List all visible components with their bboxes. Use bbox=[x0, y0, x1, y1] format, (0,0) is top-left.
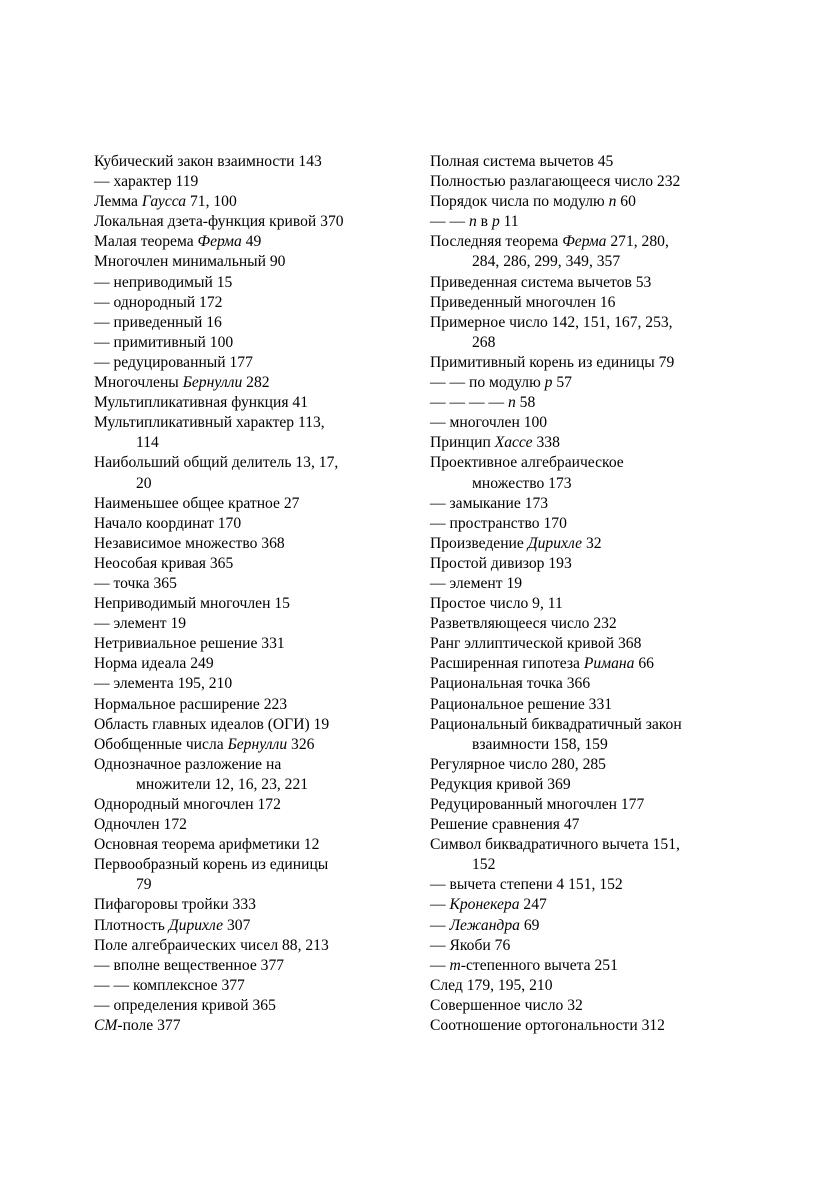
index-entry bbox=[430, 353, 730, 373]
index-entry bbox=[430, 212, 730, 232]
index-entry bbox=[94, 895, 424, 915]
index-entry bbox=[430, 313, 730, 333]
index-entry-text: Полностью разлагающееся число 232 bbox=[430, 173, 681, 191]
index-entry bbox=[94, 674, 424, 694]
index-entry-text: Рациональная точка 366 bbox=[430, 675, 591, 693]
index-entry-text: 284, 286, 299, 349, 357 bbox=[472, 253, 621, 271]
index-entry-text: 32 bbox=[582, 534, 602, 552]
index-entry-text: — Якоби 76 bbox=[430, 936, 511, 954]
index-entry bbox=[94, 614, 424, 634]
index-entry bbox=[94, 855, 424, 875]
index-entry-text: 268 bbox=[472, 333, 496, 351]
index-entry-text: — вычета степени 4 151, 152 bbox=[430, 876, 623, 894]
index-entry bbox=[94, 534, 424, 554]
index-entry-text: Пифагоровы тройки 333 bbox=[94, 896, 256, 914]
index-entry bbox=[94, 755, 424, 775]
index-entry-text: множество 173 bbox=[472, 474, 572, 492]
index-entry bbox=[94, 333, 424, 353]
index-entry-text: Символ биквадратичного вычета 151, bbox=[430, 836, 680, 854]
index-entry bbox=[94, 835, 424, 855]
index-entry-text: Многочлен минимальный 90 bbox=[94, 253, 286, 271]
index-entry-text: — — по модулю bbox=[430, 374, 545, 392]
index-entry-italic-text: Бернулли bbox=[227, 735, 288, 753]
index-entry bbox=[430, 172, 730, 192]
index-entry bbox=[430, 293, 730, 313]
index-entry bbox=[430, 373, 730, 393]
index-entry-text: Расширенная гипотеза bbox=[430, 655, 584, 673]
index-entry-italic-text: m bbox=[449, 956, 461, 974]
index-entry bbox=[94, 313, 424, 333]
index-entry bbox=[94, 433, 424, 453]
index-entry bbox=[94, 192, 424, 212]
index-entry-text: Последняя теорема bbox=[430, 233, 563, 251]
index-column-left bbox=[94, 152, 424, 1036]
index-entry bbox=[94, 293, 424, 313]
index-entry-text: Простое число 9, 11 bbox=[430, 595, 563, 613]
index-entry-text: Простой дивизор 193 bbox=[430, 554, 572, 572]
index-entry-text: — приведенный 16 bbox=[94, 313, 222, 331]
index-entry bbox=[430, 433, 730, 453]
index-entry bbox=[430, 474, 730, 494]
index-entry bbox=[94, 795, 424, 815]
index-entry-text: Редуцированный многочлен 177 bbox=[430, 796, 645, 813]
index-entry bbox=[430, 715, 730, 735]
index-entry bbox=[94, 976, 424, 996]
index-entry-text: 66 bbox=[634, 655, 654, 673]
index-entry-text: Кубический закон взаимности 143 bbox=[94, 153, 322, 170]
index-entry bbox=[430, 996, 730, 1016]
index-entry-text: 152 bbox=[472, 856, 496, 874]
index-entry-text: — — bbox=[430, 213, 469, 231]
index-entry bbox=[94, 393, 424, 413]
index-entry-text: — пространство 170 bbox=[430, 514, 567, 532]
index-entry-text: -степенного вычета 251 bbox=[460, 956, 618, 974]
index-entry-text: — примитивный 100 bbox=[94, 333, 234, 351]
index-entry-text: — элемент 19 bbox=[430, 574, 523, 592]
index-entry-italic-text: Римана bbox=[583, 655, 635, 673]
index-entry bbox=[430, 936, 730, 956]
index-entry-text: — элемент 19 bbox=[94, 615, 187, 633]
index-entry-text: Рациональное решение 331 bbox=[430, 695, 613, 713]
index-entry-text: 326 bbox=[287, 735, 315, 753]
index-entry-text: 307 bbox=[223, 916, 251, 934]
index-entry bbox=[430, 574, 730, 594]
index-entry-text: взаимности 158, 159 bbox=[472, 735, 608, 753]
index-entry bbox=[430, 232, 730, 252]
index-entry-text: Норма идеала 249 bbox=[94, 655, 214, 673]
index-entry-text: 338 bbox=[532, 434, 560, 452]
index-entry-text: Локальная дзета-функция кривой 370 bbox=[94, 213, 344, 231]
index-entry bbox=[430, 755, 730, 775]
index-entry-italic-text: Гаусса bbox=[141, 193, 187, 211]
index-entry bbox=[94, 252, 424, 272]
index-entry bbox=[430, 594, 730, 614]
index-entry-italic-text: p bbox=[491, 213, 500, 231]
index-entry-italic-text: Хассе bbox=[494, 434, 533, 452]
index-entry-text: Разветвляющееся число 232 bbox=[430, 615, 617, 633]
index-entry-italic-text: n bbox=[608, 193, 617, 211]
index-entry-text: — — — — bbox=[430, 394, 508, 412]
index-entry-text: 58 bbox=[515, 394, 536, 412]
index-entry-text: Проективное алгебраическое bbox=[430, 454, 624, 472]
index-entry-text: 247 bbox=[519, 896, 547, 914]
index-entry bbox=[94, 413, 424, 433]
index-entry-italic-text: Бернулли bbox=[182, 374, 243, 392]
index-entry bbox=[430, 815, 730, 835]
index-entry bbox=[94, 1016, 424, 1036]
index-entry-text: Порядок числа по модулю bbox=[430, 193, 609, 211]
index-entry-text: Область главных идеалов (ОГИ) 19 bbox=[94, 715, 330, 733]
index-entry-text: -поле 377 bbox=[117, 1017, 181, 1035]
index-entry bbox=[94, 514, 424, 534]
index-entry-text: Основная теорема арифметики 12 bbox=[94, 836, 320, 854]
index-entry-text: — характер 119 bbox=[94, 173, 199, 191]
index-entry-text: Малая теорема bbox=[94, 233, 198, 251]
index-entry bbox=[430, 333, 730, 353]
index-entry bbox=[94, 273, 424, 293]
index-entry bbox=[94, 695, 424, 715]
index-entry-text: Нормальное расширение 223 bbox=[94, 695, 288, 713]
index-entry bbox=[94, 735, 424, 755]
index-entry bbox=[430, 514, 730, 534]
index-entry-italic-text: Кронекера bbox=[449, 896, 520, 914]
index-entry bbox=[94, 212, 424, 232]
index-entry-text: Совершенное число 32 bbox=[430, 996, 583, 1014]
index-entry bbox=[94, 815, 424, 835]
index-entry bbox=[430, 674, 730, 694]
index-entry bbox=[430, 152, 730, 172]
index-entry bbox=[94, 453, 424, 473]
index-entry-text: Регулярное число 280, 285 bbox=[430, 755, 606, 773]
index-entry-text: Принцип bbox=[430, 434, 495, 452]
index-entry-text: Приведенный многочлен 16 bbox=[430, 293, 616, 311]
index-entry bbox=[430, 393, 730, 413]
index-entry bbox=[430, 916, 730, 936]
index-entry bbox=[94, 232, 424, 252]
index-entry bbox=[94, 715, 424, 735]
index-entry-italic-text: Ферма bbox=[562, 233, 607, 251]
index-entry bbox=[94, 494, 424, 514]
index-entry bbox=[430, 875, 730, 895]
index-entry-text: 20 bbox=[136, 474, 152, 492]
index-entry-text: 11 bbox=[499, 213, 519, 231]
index-entry-text: — редуцированный 177 bbox=[94, 353, 253, 371]
index-entry bbox=[430, 895, 730, 915]
index-entry bbox=[430, 695, 730, 715]
index-entry-text: — определения кривой 365 bbox=[94, 996, 276, 1014]
index-entry-text: — неприводимый 15 bbox=[94, 273, 233, 291]
index-entry bbox=[94, 474, 424, 494]
index-entry-italic-text: Ферма bbox=[197, 233, 242, 251]
index-entry-text: множители 12, 16, 23, 221 bbox=[136, 775, 309, 793]
index-column-right bbox=[430, 152, 730, 1036]
index-entry bbox=[430, 554, 730, 574]
index-entry bbox=[430, 835, 730, 855]
index-entry bbox=[430, 855, 730, 875]
index-entry-text: Неособая кривая 365 bbox=[94, 554, 234, 572]
index-entry-text: Соотношение ортогональности 312 bbox=[430, 1017, 665, 1035]
index-entry-italic-text: Лежандра bbox=[449, 916, 520, 934]
index-entry bbox=[430, 413, 730, 433]
index-entry-text: Приведенная система вычетов 53 bbox=[430, 273, 652, 291]
index-entry-text: — однородный 172 bbox=[94, 293, 223, 311]
index-entry-text: 79 bbox=[136, 876, 152, 894]
index-entry bbox=[430, 534, 730, 554]
index-entry-text: — замыкание 173 bbox=[430, 494, 549, 512]
index-entry-text: Нетривиальное решение 331 bbox=[94, 635, 285, 653]
index-entry-text: Независимое множество 368 bbox=[94, 534, 285, 552]
index-entry-text: — элемента 195, 210 bbox=[94, 675, 233, 693]
index-entry bbox=[430, 252, 730, 272]
index-entry bbox=[430, 654, 730, 674]
index-entry bbox=[94, 936, 424, 956]
index-entry bbox=[430, 976, 730, 996]
index-entry-text: Мультипликативная функция 41 bbox=[94, 394, 309, 412]
index-entry bbox=[94, 875, 424, 895]
index-entry bbox=[430, 634, 730, 654]
index-entry-text: Однородный многочлен 172 bbox=[94, 796, 281, 813]
index-entry-text: Произведение bbox=[430, 534, 528, 552]
index-entry-text: Наименьшее общее кратное 27 bbox=[94, 494, 300, 512]
index-entry bbox=[94, 373, 424, 393]
index-entry-text: 114 bbox=[136, 434, 159, 452]
index-entry-text: Обобщенные числа bbox=[94, 735, 228, 753]
index-entry-text: — — комплексное 377 bbox=[94, 976, 245, 994]
index-entry bbox=[94, 574, 424, 594]
index-entry bbox=[94, 152, 424, 172]
index-entry-text: в bbox=[476, 213, 492, 231]
index-entry bbox=[430, 494, 730, 514]
index-entry bbox=[94, 634, 424, 654]
index-entry-text: След 179, 195, 210 bbox=[430, 976, 553, 994]
index-entry bbox=[94, 916, 424, 936]
index-entry-text: Плотность bbox=[94, 916, 169, 934]
index-entry-text: Решение сравнения 47 bbox=[430, 816, 580, 834]
index-entry bbox=[430, 956, 730, 976]
index-entry-text: 69 bbox=[519, 916, 540, 934]
index-entry-text: 57 bbox=[552, 374, 572, 392]
index-entry-text: Рациональный биквадратичный закон bbox=[430, 715, 682, 733]
index-entry-text: Примитивный корень из единицы 79 bbox=[430, 353, 675, 371]
index-entry-text: 49 bbox=[241, 233, 262, 251]
index-entry-text: Примерное число 142, 151, 167, 253, bbox=[430, 313, 673, 331]
index-entry-italic-text: Дирихле bbox=[527, 534, 583, 552]
index-entry bbox=[94, 775, 424, 795]
index-entry-text: Первообразный корень из единицы bbox=[94, 856, 329, 874]
index-entry bbox=[94, 996, 424, 1016]
index-entry-text: Однозначное разложение на bbox=[94, 755, 282, 773]
index-entry bbox=[94, 554, 424, 574]
index-entry bbox=[430, 614, 730, 634]
index-entry-italic-text: n bbox=[507, 394, 516, 412]
index-entry-text: 60 bbox=[616, 193, 636, 211]
index-entry bbox=[94, 172, 424, 192]
index-entry-text: Наибольший общий делитель 13, 17, bbox=[94, 454, 339, 472]
index-entry-text: Одночлен 172 bbox=[94, 816, 187, 834]
index-entry bbox=[94, 956, 424, 976]
index-entry bbox=[94, 654, 424, 674]
index-entry-text: — bbox=[430, 956, 450, 974]
index-entry bbox=[430, 453, 730, 473]
index-entry-text: — bbox=[430, 896, 450, 914]
index-entry bbox=[94, 353, 424, 373]
index-entry-text: Лемма bbox=[94, 193, 142, 211]
index-entry-text: 71, 100 bbox=[186, 193, 237, 211]
index-entry-text: Полная система вычетов 45 bbox=[430, 153, 614, 170]
index-entry bbox=[430, 735, 730, 755]
index-entry-text: Мультипликативный характер 113, bbox=[94, 414, 325, 432]
index-entry bbox=[430, 795, 730, 815]
index-entry-text: 282 bbox=[242, 374, 270, 392]
index-entry bbox=[94, 594, 424, 614]
index-entry-text: Неприводимый многочлен 15 bbox=[94, 595, 290, 613]
index-entry bbox=[430, 1016, 730, 1036]
index-entry-text: Поле алгебраических чисел 88, 213 bbox=[94, 936, 329, 954]
index-entry-italic-text: CM bbox=[94, 1017, 118, 1035]
index-entry-italic-text: Дирихле bbox=[168, 916, 224, 934]
index-entry-text: Ранг эллиптической кривой 368 bbox=[430, 635, 642, 653]
index-entry bbox=[430, 192, 730, 212]
index-entry-text: Начало координат 170 bbox=[94, 514, 242, 532]
index-entry bbox=[430, 273, 730, 293]
index-entry-text: 271, 280, bbox=[606, 233, 669, 251]
index-entry-text: — точка 365 bbox=[94, 574, 177, 592]
index-entry-italic-text: n bbox=[468, 213, 477, 231]
index-entry-text: — вполне вещественное 377 bbox=[94, 956, 285, 974]
index-entry-text: — bbox=[430, 916, 450, 934]
index-entry-text: — многочлен 100 bbox=[430, 414, 548, 432]
index-entry-text: Редукция кривой 369 bbox=[430, 775, 571, 793]
index-entry-text: Многочлены bbox=[94, 374, 183, 392]
index-entry bbox=[430, 775, 730, 795]
index-entry-italic-text: p bbox=[544, 374, 553, 392]
